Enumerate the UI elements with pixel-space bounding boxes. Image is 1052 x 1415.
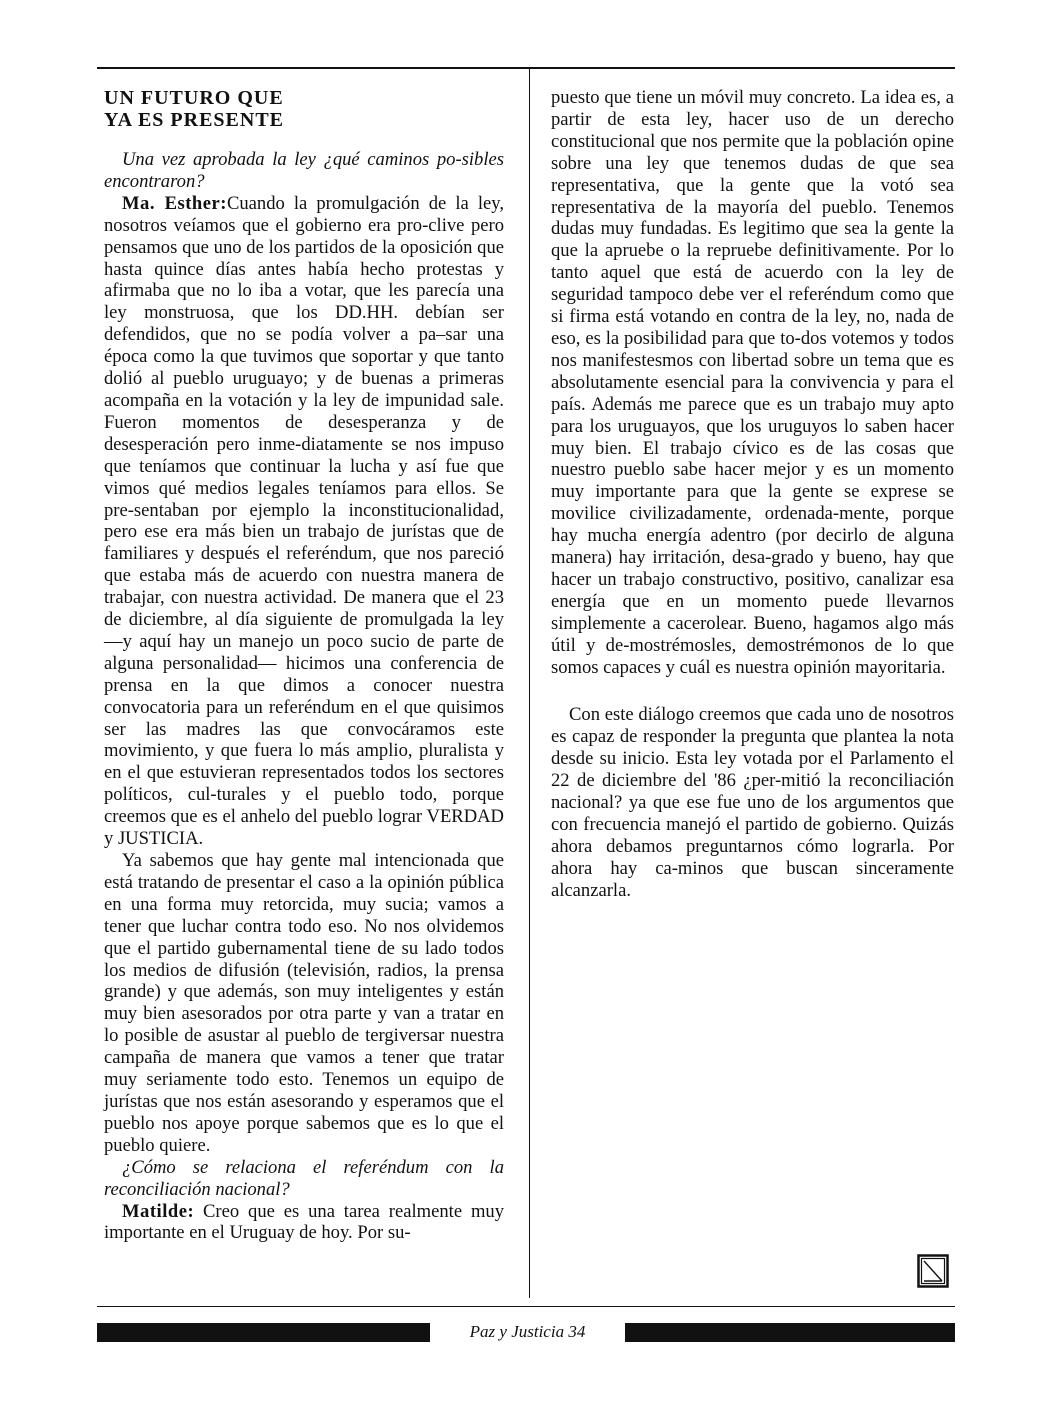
footer-bar-right [625,1323,955,1342]
title-line-2: YA ES PRESENTE [104,109,284,131]
column-divider [529,68,530,1298]
answer-paragraph-1 [104,193,504,850]
answer-paragraph-3 [104,1201,504,1245]
article-title [104,87,504,131]
interview-question-1: Una vez aprobada la ley ¿qué caminos po-sibles encontraron? [104,149,504,192]
speaker-name: Ma. Esther: [122,192,227,214]
top-rule [97,67,955,69]
interview-question-2: ¿Cómo se relaciona el referéndum con la reconciliación nacional? [104,1156,504,1200]
answer-continuation: puesto que tiene un móvil muy concreto. La idea es, a partir de esta ley, hacer uso de un derecho constitucional que nos permite que la población opine sobre una ley que tenemos dudas de que sea representativa, que la gente que la votó sea representativa de la mayoría del pueblo. Tenemos dudas muy fundadas. Es legitimo que sea la gente la que la apruebe o la repruebe definitivamente. Por lo tanto aquel que está de acuerdo con la ley de seguridad tampoco debe ver el referéndum como que si firma está votando en contra de la ley, no, nada de eso, es la posibilidad para que to-dos votemos y todos nos manifestesmos con libertad sobre un tema que es absolutamente esencial para la convivencia y para el país. Además me parece que es un trabajo muy apto para los uruguayos, que los uruguyos lo saben hacer muy bien. El trabajo cívico es de las cosas que nuestro pueblo sabe hacer mejor y es un momento muy importante para que la gente se exprese se movilice civilizadamente, ordenada-mente, porque hay mucha energía adentro (por decirlo de alguna manera) hay irritación, desa-grado y bueno, hay que hacer un trabajo constructivo, positivo, canalizar esa energía que en un momento puede llevarnos simplemente a cacerolear. Bueno, hagamos algo más útil y de-mostrémosles, demostrémonos de lo que somos capaces y cuál es nuestra opinión mayoritaria. [551,87,954,678]
footer-bar-left [97,1323,430,1342]
answer-text: Creo que es una tarea realmente muy importante en el Uruguay de hoy. Por su- [104,1200,505,1244]
footer-publication: Paz y Justicia 34 [469,1322,586,1341]
closing-paragraph: Con este diálogo creemos que cada uno de nosotros es capaz de responder la pregunta que plantea la nota desde su inicio. Esta ley votada por el Parlamento el 22 de diciembre del '86 ¿per-mitió la reconciliación nacional? ya que ese fue uno de los argumentos que con frecuencia manejó el partido de gobierno. Quizás ahora debamos preguntarnos cómo lograrla. Por ahora hay ca-minos que buscan sinceramente alcanzarla. [551,704,954,901]
speaker-name: Matilde: [122,1200,195,1222]
right-column [551,87,954,902]
footer-rule [97,1306,955,1307]
left-column [104,87,504,1244]
end-of-article-icon [917,1254,949,1288]
title-line-1: UN FUTURO QUE [104,87,284,109]
answer-text: Cuando la promulgación de la ley, nosotros veíamos que el gobierno era pro-clive pero pensamos que uno de los partidos de la oposición que hasta quince días antes había hecho protestas y afirmaba que no lo iba a votar, que les parecía una ley monstruosa, que los DD.HH. debían ser defendidos, que no se podía volver a pa–sar una época como la que tuvimos que soportar y que tanto dolió al pueblo uruguayo; y de buenas a primeras acompaña en la votación y la ley de impunidad sale. Fueron momentos de desesperanza y de desesperación pero inme-diatamente se nos impuso que teníamos que continuar la lucha y así fue que vimos qué medios legales teníamos para ellos. Se pre-sentaban por ejemplo la inconstitucionalidad, pero ese era más bien un trabajo de jurístas que de familiares y después el referéndum, que nos pareció que estaba más de acuerdo con nuestra manera de trabajar, con nuestra actividad. De manera que el 23 de diciembre, al día siguiente de promulgada la ley —y aquí hay un manejo un poco sucio de parte de alguna personalidad— hicimos una conferencia de prensa en la que dimos a conocer nuestra convocatoria para un referéndum en el que quisimos ser las madres las que convocáramos este movimiento, y que fuera lo más amplio, pluralista y en el que estuvieran representados todos los sectores políticos, cul-turales y el pueblo todo, porque creemos que es el anhelo del pueblo lograr VERDAD y JUSTICIA. [104,192,505,850]
answer-paragraph-2: Ya sabemos que hay gente mal intencionada que está tratando de presentar el caso a la opinión pública en una forma muy retorcida, muy sucia; vamos a tener que luchar contra todo eso. No nos olvidemos que el partido gubernamental tiene de su lado todos los medios de difusión (televisión, radios, la prensa grande) y que además, son muy inteligentes y están muy bien asesorados por otra parte y van a tratar en lo posible de asustar al pueblo de tergiversar nuestra campaña de manera que vamos a tener que tratar muy seriamente todo esto. Tenemos un equipo de jurístas que nos están asesorando y esperamos que el pueblo nos apoye porque sabemos que es lo que el pueblo quiere. [104,850,504,1156]
